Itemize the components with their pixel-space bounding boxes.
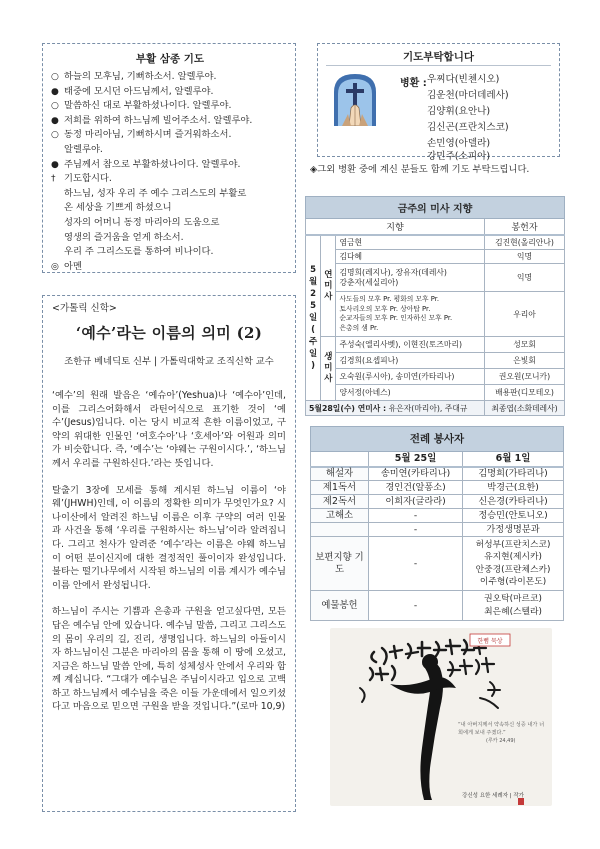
patient-name: 손민영(아델라)	[427, 138, 491, 149]
role-cell: 제2독서	[311, 495, 369, 509]
offerer-column-header: 봉헌자	[485, 219, 565, 236]
prayer-marker: ○	[51, 130, 59, 141]
offerer-cell: 성모회	[485, 337, 565, 353]
role-cell: 예물봉헌	[311, 591, 369, 621]
intention-cell: 주성숙(엘리사벳), 이현진(토즈마리)	[336, 337, 485, 353]
prayer-marker: ●	[51, 159, 59, 170]
mass-intentions-table	[305, 196, 565, 416]
prayer-line	[51, 216, 289, 231]
prayer-line	[51, 70, 289, 85]
patient-name: 김운천(마더데레사)	[427, 90, 509, 101]
article-title: ‘예수’라는 이름의 의미 (2)	[75, 324, 263, 342]
prayer-line	[51, 114, 289, 129]
requiem-mass-label: 연 미 사	[321, 235, 336, 337]
role-cell	[311, 523, 369, 537]
easter-prayer-title: 부활 삼종 기도	[135, 53, 205, 65]
prayer-text: 알렐루야.	[64, 143, 103, 155]
prayer-line	[51, 143, 289, 158]
prayer-line	[51, 187, 289, 202]
prayer-line	[51, 245, 289, 260]
prayer-line	[51, 128, 289, 143]
painting-artist: 강신성 요한 세례자 | 작가	[462, 793, 524, 799]
role-cell: 보편지향 기 도	[311, 537, 369, 591]
prayer-text: 태중에 모시던 아드님께서, 알렐루야.	[64, 85, 214, 97]
role-cell: 제1독서	[311, 481, 369, 495]
server-cell: 이희자(글라라)	[369, 495, 463, 509]
offerer-cell: 배용판(디모테오)	[485, 385, 565, 401]
intention-cell: 양서정(아녜스)	[336, 385, 485, 401]
prayer-text: 아멘	[64, 260, 82, 272]
server-cell: 김명희(가타리나)	[463, 467, 564, 481]
prayer-line	[51, 99, 289, 114]
offerer-cell: 익명	[485, 264, 565, 292]
patient-name: 강민주(소피아)	[427, 151, 491, 162]
prayer-line	[51, 201, 289, 216]
title-divider	[326, 65, 551, 66]
painting-tag: 한뼘 묵상	[477, 638, 503, 645]
article-paragraph: ‘예수’의 원래 발음은 ‘예슈아’(Yeshua)나 ‘예수아’인데, 이를 그리스어화해서 라틴어식으로 표기한 것이 ‘예수’(Jesus)입니다. 이는 당시 비교적 흔한 이름이었고, 구약의 위대한 인물인 ‘여호수아’나 ‘호세아’와 어원과 의미가 비슷합니다. 즉, ‘예수’는 ‘야웨는 구원이시다.’, ‘하느님께서 우리를 구원하신다.’라는 뜻입니다.	[52, 390, 286, 469]
intention-cell: 사도들의 모후 Pr. 평화의 모후 Pr. 토사리오의 모후 Pr. 상아탑 Pr. 순교자들의 모후 Pr. 인자하신 모후 Pr. 은총의 샘 Pr.	[336, 292, 485, 337]
living-mass-label: 생 미 사	[321, 337, 336, 401]
patient-label: 병환 :	[400, 78, 427, 89]
prayer-marker: ●	[51, 115, 59, 126]
article-author: 조한규 베네딕토 신부 | 가톨릭대학교 조직신학 교수	[64, 356, 274, 367]
server-cell: 권오탁(마르코) 최은혜(스텔라)	[463, 591, 564, 621]
server-cell: -	[369, 523, 463, 537]
prayer-text: 주님께서 참으로 부활하셨나이다. 알렐루야.	[64, 158, 241, 170]
prayer-marker: ●	[51, 86, 59, 97]
prayer-request-title: 기도부탁합니다	[402, 51, 474, 63]
article-paragraph: 탈출기 3장에 모세를 통해 계시된 하느님 이름이 ‘야웨’(JHWH)인데, 이 이름의 정확한 의미가 무엇인가요? 시나이산에서 알려진 하느님 이름은 이후 구약의 여러 인물과 사건을 통해 ‘우리를 구원하시는 하느님’이라 알려집니다. 그리고 천사가 알려준 ‘예수’라는 이름은 야웨 하느님이 어떤 분이신지에 대한 결정적인 풀이이자 완성입니다. 불타는 떨기나무에서 시작된 하느님의 이름 계시가 예수님 이름 안에서 완성됩니다.	[52, 484, 286, 591]
offerer-cell: 익명	[485, 250, 565, 264]
prayer-line	[51, 172, 289, 187]
prayer-line	[51, 231, 289, 246]
easter-prayer-lines	[51, 70, 289, 274]
date-column-header: 6월 1일	[463, 452, 564, 467]
prayer-text: 기도합시다.	[64, 173, 112, 185]
painting-citation: (루카 24,49)	[486, 738, 516, 744]
prayer-request-note: ◈그외 병환 중에 계신 분들도 함께 기도 부탁드립니다.	[310, 164, 530, 175]
prayer-line	[51, 260, 289, 275]
liturgy-servers-title: 전례 봉사자	[311, 427, 564, 452]
prayer-text: 성자의 어머니 동정 마리아의 도움으로	[64, 216, 220, 228]
offerer-cell: 최종엽(소화데레사)	[485, 401, 565, 416]
easter-prayer-box	[42, 43, 296, 273]
offerer-cell: 김진현(올리안나)	[485, 235, 565, 250]
offerer-cell: 우리아	[485, 292, 565, 337]
offerer-cell: 권오원(모니카)	[485, 369, 565, 385]
prayer-text: 온 세상을 기쁘게 하셨으니	[64, 202, 172, 214]
prayer-line	[51, 158, 289, 173]
article-paragraph: 하느님이 주시는 기쁨과 은총과 구원을 얻고싶다면, 모든 답은 예수님 안에 있습니다. 예수님 말씀, 그리고 그리스도의 몸이 우리의 길, 진리, 생명입니다. 하느님의 아들이시자 하느님이신 그분은 마리아의 몸을 통해 이 땅에 오셨고, 지금은 하느님 말씀 안에, 특히 성체성사 안에서 우리와 함께 계십니다. “그대가 예수님은 주님이시라고 입으로 고백하고 하느님께서 예수님을 죽은 이들 가운데에서 일으키셨다고 마음으로 믿으면 구원을 받을 것입니다.”(로마 10,9)	[52, 606, 286, 713]
article-category: <가톨릭 신학>	[52, 303, 117, 314]
intention-cell: 염금현	[336, 235, 485, 250]
server-cell: 경인건(알퐁소)	[369, 481, 463, 495]
prayer-text: 저희를 위하여 하느님께 빌어주소서. 알렐루야.	[64, 114, 253, 126]
server-cell: -	[369, 591, 463, 621]
prayer-text: 영생의 즐거움을 얻게 하소서.	[64, 231, 184, 243]
prayer-line	[51, 85, 289, 100]
server-cell: -	[369, 509, 463, 523]
server-cell: 신은경(카타리나)	[463, 495, 564, 509]
intention-column-header: 지향	[306, 219, 485, 236]
prayer-marker: ○	[51, 72, 59, 82]
prayer-marker: ◎	[51, 261, 59, 272]
mass-date-label: 5 월 2 5 일 ( 주 일 )	[306, 235, 321, 401]
server-cell: 허성부(프란치스코) 유지현(제시카) 안중경(프란체스카) 이주형(라이몬도)	[463, 537, 564, 591]
prayer-text: 말씀하신 대로 부활하셨나이다. 알렐루야.	[64, 100, 232, 112]
prayer-text: 동정 마리아님, 기뻐하시며 즐거워하소서.	[64, 129, 232, 141]
mass-intentions-title: 금주의 미사 지향	[306, 197, 565, 219]
prayer-marker: †	[51, 174, 56, 185]
prayer-marker: ○	[51, 101, 59, 112]
offerer-cell: 은빛회	[485, 353, 565, 369]
liturgy-servers-table	[310, 426, 564, 621]
theology-article	[42, 295, 296, 812]
prayer-text: 우리 주 그리스도를 통하여 비나이다.	[64, 246, 214, 258]
intention-cell: 오숙원(루시아), 송미연(카타리나)	[336, 369, 485, 385]
intention-cell: 김경희(요셉피나)	[336, 353, 485, 369]
server-cell: -	[369, 537, 463, 591]
patient-name: 우찌다(빈첸시오)	[427, 74, 500, 85]
role-column-header	[311, 452, 369, 467]
weekday-mass-intention: 유은자(마리아), 주대규	[388, 403, 468, 413]
painting-quote: “내 아버지께서 약속하신 성증 내가 너희에게 보내 주겠다.”	[458, 722, 545, 736]
server-cell: 박경근(요한)	[463, 481, 564, 495]
role-cell: 고해소	[311, 509, 369, 523]
date-column-header: 5월 25일	[369, 452, 463, 467]
prayer-text: 하느님, 성자 우리 주 예수 그리스도의 부활로	[64, 187, 247, 199]
calligraphy-figure-image	[330, 628, 552, 806]
calligraphy-painting	[330, 628, 552, 806]
praying-hands-cross-icon	[332, 72, 378, 126]
patient-name: 김양휘(요안나)	[427, 106, 491, 117]
prayer-text: 하늘의 모후님, 기뻐하소서. 알렐루야.	[64, 71, 217, 82]
server-cell: 송미연(카타리나)	[369, 467, 463, 481]
server-cell: 가정생명분과	[463, 523, 564, 537]
server-cell: 정승민(안토니오)	[463, 509, 564, 523]
weekday-mass-row	[306, 401, 485, 416]
prayer-request-box	[317, 43, 560, 162]
intention-cell: 김명희(레지나), 장유자(데레사) 강춘자(세실리아)	[336, 264, 485, 292]
weekday-mass-date: 5월28일(수) 연미사 :	[309, 403, 387, 413]
intention-cell: 김다혜	[336, 250, 485, 264]
patient-name: 김신곤(프란치스코)	[427, 122, 509, 133]
role-cell: 해설자	[311, 467, 369, 481]
